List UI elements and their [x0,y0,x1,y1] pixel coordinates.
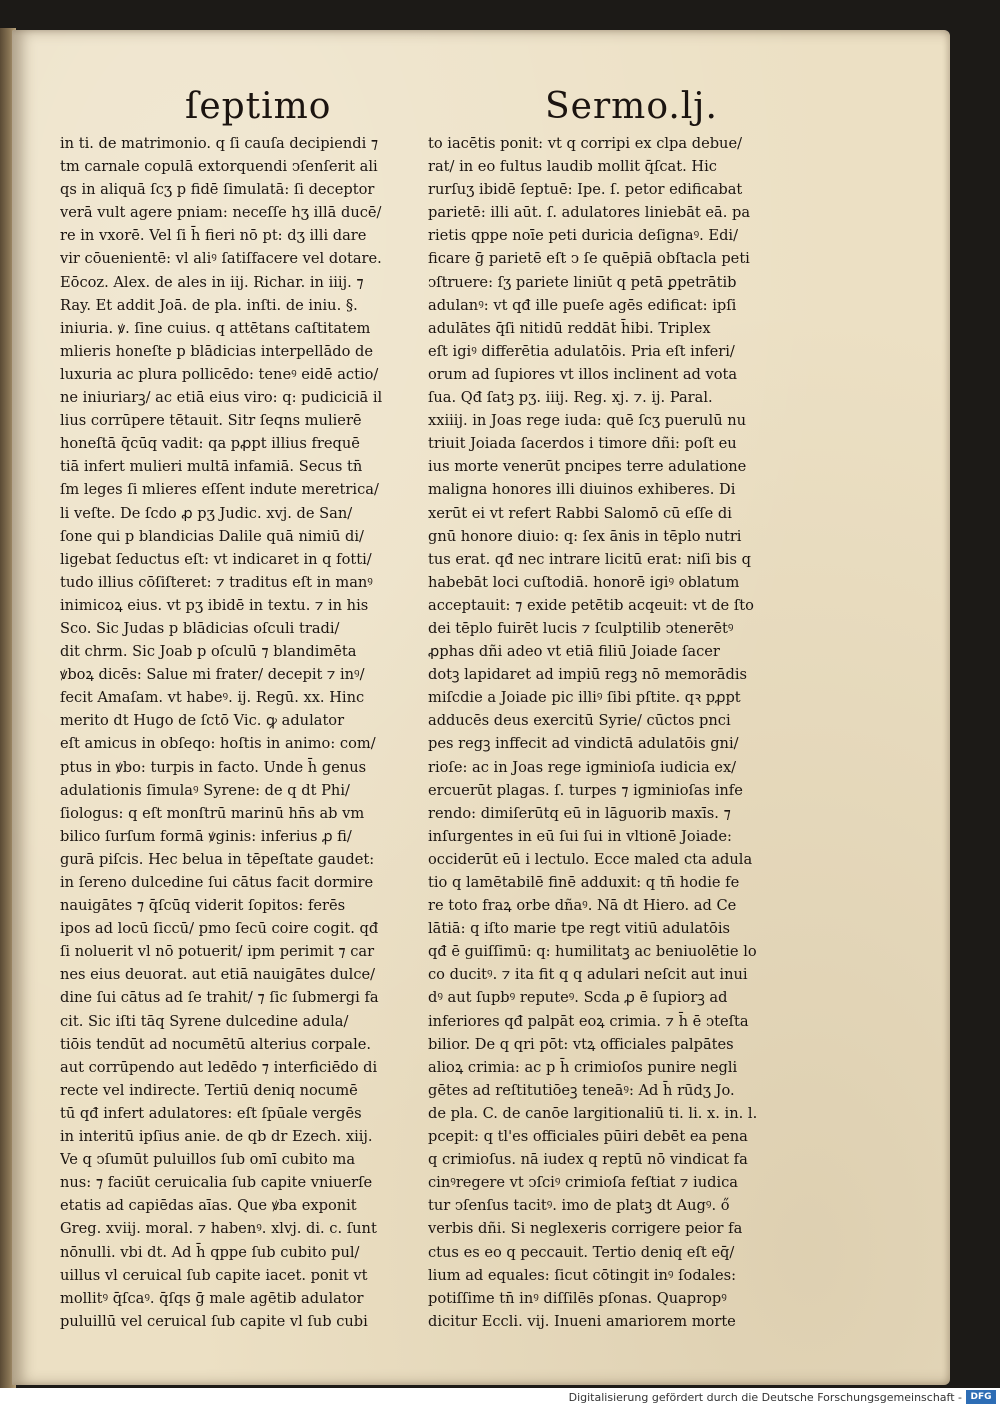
text-line: ptus in ꝟbo: turpis in facto. Unde h̄ genus [60,758,367,776]
text-line: dei tēplo fuirēt lucis ⁊ ſculptilib ↄtenerētꝰ [428,619,734,637]
text-column-right [428,132,790,1333]
text-line: ius morte venerūt pncipes terre adulatione [428,458,747,476]
text-line: in ti. de matrimonio. q ſi cauſa decipiendi ⁊ [60,135,379,152]
text-line: Sco. Sic Judas p blādicias oſculi tradi/ [60,619,340,637]
text-line: tudo illius cōſiſteret: ⁊ traditus eſt in manꝰ [60,573,373,591]
text-line: ligebat ſeductus eſt: vt indicaret in q fotti/ [60,550,372,568]
text-line: orum ad ſupiores vt illos inclinent ad vota [428,365,738,383]
text-line: nauigātes ⁊ q̄ſcūq viderit ſopitos: ferēs [60,897,346,915]
text-line: nōnulli. vbi dt. Ad h̄ qppe ſub cubito pul/ [60,1243,360,1261]
text-line: dit chrm. Sic Joab p oſculū ⁊ blandimēta [60,643,357,661]
text-line: rioſe: ac in Joas rege igminioſa iudicia ex/ [428,758,737,776]
text-line: re toto fraꝝ orbe dñaꝰ. Nā dt Hiero. ad Ce [428,897,737,915]
text-line: in interitū ipſius anie. de qb dr Ezech. xiij. [60,1128,373,1146]
text-line: rendo: dimiſerūtq eū in lāguorib maxīs. ⁊ [428,804,731,822]
text-line: dicitur Eccli. vij. Inueni amariorem morte [428,1312,736,1330]
text-line: inferiores qđ palpāt eoꝝ crimia. ⁊ h̄ ē ↄteſta [428,1012,749,1030]
text-line: honeſtā q̄cūq vadit: qa pꝓpt illius frequē [60,435,360,453]
text-line: in ſereno dulcedine ſui cātus facit dormire [60,874,374,891]
text-line: vir cōuenientē: vl aliꝰ ſatiſfacere vel dotare. [60,250,382,268]
text-line: bilior. De q qri pōt: vtꝝ officiales palpātes [428,1035,734,1053]
text-line: recte vel indirecte. Tertiū deniq nocumē [60,1081,358,1099]
text-line: gnū honore diuio: q: ſex ānis in tēplo nutri [428,527,742,545]
text-line: rietis qppe noīe peti duricia deſignaꝰ. Edi/ [428,227,739,245]
text-line: dotꝫ lapidaret ad impiū regꝫ nō memorādis [428,666,748,684]
text-line: Ve q ↄſumūt puluillos ſub omī cubito ma [60,1151,356,1169]
text-line: ne iniuriarꝫ/ ac etiā eius viro: q: pudiciciā il [60,389,383,407]
text-line: dine ſui cātus ad ſe trahit/ ⁊ ſic ſubmergi fa [60,989,379,1007]
text-line: tur ↄſenſus tacitꝰ. imo de platꝫ dt Augꝰ. ő [428,1197,730,1215]
text-line: Greg. xviij. moral. ⁊ habenꝰ. xlvj. di. c. ſunt [60,1220,377,1238]
text-line: lium ad equales: ſicut cōtingit inꝰ ſodales: [428,1266,737,1284]
text-line: alioꝝ crimia: ac p h̄ crimioſos punire negli [428,1058,738,1076]
text-line: gurā piſcis. Hec belua in tēpeſtate gaudet: [60,850,375,868]
text-line: tm carnale copulā extorquendi ↄſenſerit ali [60,158,378,176]
text-line: rat/ in eo fultus laudib mollit q̄ſcat. Hic [428,158,717,176]
text-line: miſcdie a Joiade pic illiꝰ ſibi pſtite. qꝛ pꝓpt [428,689,741,707]
text-line: xxiiij. in Joas rege iuda: quē ſcʒ puerulū nu [428,412,747,430]
text-line: etatis ad capiēdas aīas. Que ꝟba exponit [60,1197,357,1215]
text-line: tiōis tendūt ad nocumētū alterius corpale. [60,1035,372,1053]
text-line: lius corrūpere tētauit. Sitr ſeqns mulierē [60,412,362,430]
text-line: cinꝰregere vt ↄſciꝰ crimioſa feſtiat ⁊ iudica [428,1174,738,1192]
text-line: mlieris honeſte p blādicias interpellādo de [60,342,374,360]
text-line: iniuria. ꝟ. ſine cuius. q attētans caſtitatem [60,319,371,337]
text-line: pcepit: q tl'es officiales pūiri debēt ea pena [428,1128,748,1146]
text-line: adulātes q̄ſi nitidū reddāt h̄ibi. Triplex [428,319,711,337]
text-line: verā vult agere pniam: neceſſe hʒ illā ducē/ [60,204,382,222]
funding-notice: Digitalisierung gefördert durch die Deutsche Forschungsgemeinschaft - [568,1391,962,1404]
text-line: mollitꝰ q̄ſcaꝰ. q̄ſqs ḡ male agētib adulator [60,1289,364,1307]
text-line: ꝓphas dñi adeo vt etiā filiū Joiade ſacer [428,643,720,661]
text-line: tus erat. qđ nec intrare licitū erat: niſi bis q [428,550,751,568]
text-line: co ducitꝰ. ⁊ ita fit q q adulari neſcit aut inui [428,966,748,984]
text-line: ipos ad locū ſiccū/ pmo ſecū coire cogit. qđ [60,920,379,938]
text-line: ꝟboꝝ dicēs: Salue mi frater/ decepit ⁊ inꝰ/ [60,666,365,684]
text-line: inimicoꝝ eius. vt pʒ ibidē in textu. ⁊ in his [60,596,369,614]
text-line: pes regꝫ inffecit ad vindictā adulatōis gni/ [428,735,739,753]
text-line: ercuerūt plagas. ſ. turpes ⁊ igminioſas infe [428,781,743,799]
text-line: triuit Joiada ſacerdos i timore dñi: poſt eu [428,435,737,453]
text-line: uillus vl ceruical ſub capite iacet. ponit vt [60,1266,368,1284]
text-line: adducēs deus exercitū Syrie/ cūctos pnci [428,712,731,730]
text-line: nus: ⁊ faciūt ceruicalia ſub capite vniuerſe [60,1174,373,1192]
text-line: ſm leges ſi mlieres eſſent indute meretrica/ [60,481,379,499]
text-line: ſua. Qđ ſatꝫ pʒ. iiij. Reg. xj. ⁊. ij. Paral. [428,389,713,407]
text-line: eſt igiꝰ differētia adulatōis. Pria eſt inferi/ [428,342,735,360]
text-line: eſt amicus in obſeqo: hoſtis in animo: com/ [60,735,376,753]
dfg-logo-icon: DFG [966,1390,996,1404]
text-line: nes eius deuorat. aut etiā nauigātes dulce/ [60,966,376,984]
text-line: ſone qui p blandicias Dalile quā nimiū di/ [60,527,364,545]
text-line: de pla. C. de canōe largitionaliū ti. li. x. in. l. [428,1104,758,1122]
text-line: to iacētis ponit: vt q corripi ex clpa debue/ [428,135,743,152]
text-line: merito dt Hugo de ſctō Vic. ꝙ adulator [60,712,345,730]
running-head-left: ſeptimo [185,86,332,127]
text-line: tū qđ infert adulatores: eſt ſpūale vergēs [60,1104,362,1122]
text-column-left [60,132,418,1333]
text-line: Ray. Et addit Joā. de pla. inſti. de iniu. §. [60,296,358,314]
text-line: qđ ē guiſſimū: q: humilitatꝫ ac beniuolētie lo [428,943,757,961]
text-line: dꝰ aut ſupbꝰ reputeꝰ. Scda ꝓ ē ſupiorꝫ ad [428,989,728,1007]
text-line: cit. Sic iſti tāq Syrene dulcedine adula/ [60,1012,349,1030]
text-line: li veſte. De ſcdo ꝓ pʒ Judic. xvj. de San/ [60,504,353,522]
text-line: habebāt loci cuſtodiā. honorē igiꝰ oblatum [428,573,740,591]
text-line: rurſuʒ ibidē ſeptuē: Ipe. ſ. petor edificabat [428,181,743,199]
text-line: ficare ḡ parietē eſt ↄ ſe quēpiā obſtacla peti [428,250,750,268]
text-line: ctus es eo q peccauit. Tertio deniq eſt eq̄/ [428,1243,735,1261]
running-head-right: Sermo.lj. [545,86,718,127]
text-line: ↄſtruere: ſʒ pariete liniūt q petā ꝑpetrātib [428,273,737,291]
text-line: gētes ad reſtitutiōeꝫ teneāꝰ: Ad h̄ rūdʒ Jo. [428,1081,735,1099]
text-line: luxuria ac plura pollicēdo: teneꝰ eidē actio/ [60,365,379,383]
digitization-footer [0,1388,1000,1407]
text-line: q crimioſus. nā iudex q reptū nō vindicat fa [428,1151,748,1169]
text-line: Eōcoz. Alex. de ales in iij. Richar. in iiij. ⁊ [60,273,364,291]
text-line: parietē: illi aūt. ſ. adulatores liniebāt eā. pa [428,204,751,222]
text-line: bilico ſurſum formā ꝟginis: inferius ꝓ fi/ [60,827,352,845]
text-line: tiā infert mulieri multā infamiā. Secus tn̄ [60,458,363,476]
text-line: acceptauit: ⁊ exide petētib acqeuit: vt de ſto [428,596,754,614]
text-line: potiſſime tn̄ inꝰ diſſilēs pſonas. Quapropꝰ [428,1289,727,1307]
text-line: ſiologus: q eſt monſtrū marinū hn̄s ab vm [60,804,365,822]
text-line: puluillū vel ceruical ſub capite vl ſub cubi [60,1312,368,1330]
text-line: adulationis ſimulaꝰ Syrene: de q dt Phi/ [60,781,350,799]
text-line: maligna honores illi diuinos exhiberes. Di [428,481,736,499]
text-line: re in vxorē. Vel ſi h̄ fieri nō pt: dʒ illi dare [60,227,367,245]
text-line: aut corrūpendo aut ledēdo ⁊ interficiēdo di [60,1058,378,1076]
text-line: qs in aliquā ſcʒ p fidē ſimulatā: ſi deceptor [60,181,375,199]
text-line: ſi noluerit vl nō potuerit/ ipm perimit ⁊ car [60,943,375,961]
text-line: lātiā: q iſto marie tpe regt vitiū adulatōis [428,920,730,938]
text-line: tio q lamētabilē finē adduxit: q tn̄ hodie fe [428,874,740,891]
text-line: inſurgentes in eū ſui ſui in vltionē Joiade: [428,827,732,845]
text-line: adulanꝰ: vt qđ ille pueſe agēs edificat: ipſi [428,296,737,314]
text-line: occiderūt eū i lectulo. Ecce maled cta adula [428,850,753,868]
text-line: fecit Amaſam. vt habeꝰ. ij. Regū. xx. Hinc [60,689,365,707]
text-line: verbis dñi. Si neglexeris corrigere peior fa [428,1220,743,1238]
text-line: xerūt ei vt refert Rabbi Salomō cū eſſe di [428,504,732,522]
